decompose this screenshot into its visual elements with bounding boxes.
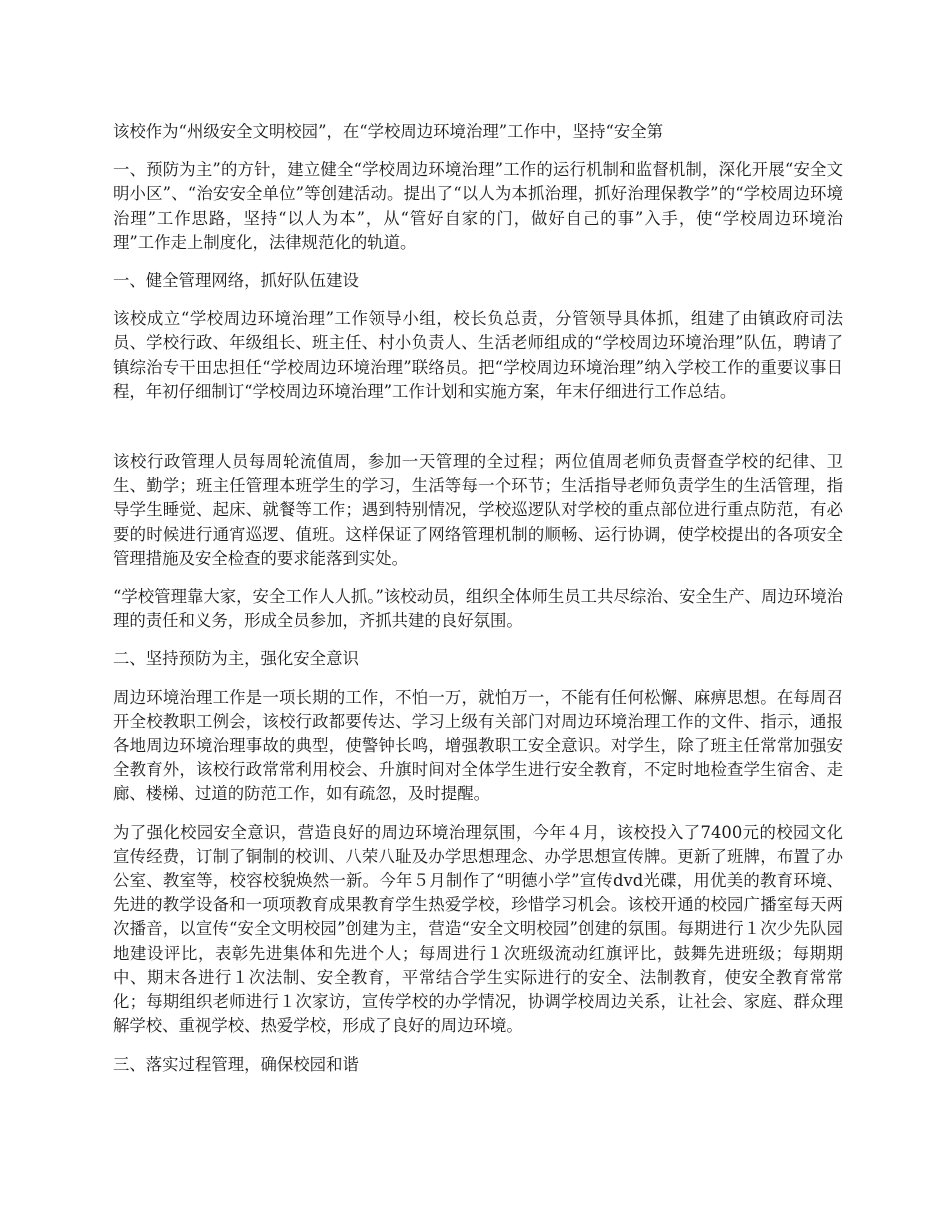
paragraph-prevention: 周边环境治理工作是一项长期的工作，不怕一万，就怕万一，不能有任何松懈、麻痹思想。在每周召开全校教职工例会，该校行政都要传达、学习上级有关部门对周边环境治理工作的文件、指示，通报各地周边环境治理事故的典型，使警钟长鸣，增强教职工安全意识。对学生，除了班主任常常加强安全教育外，该校行政常常利用校会、升旗时间对全体学生进行安全教育，不定时地检查学生宿舍、走廊、楼梯、过道的防范工作，如有疏忽，及时提醒。	[113, 687, 843, 804]
spacer	[113, 418, 843, 450]
section-heading-3: 三、落实过程管理，确保校园和谐	[113, 1054, 359, 1074]
paragraph-duty-rotation: 该校行政管理人员每周轮流值周，参加一天管理的全过程；两位值周老师负责督查学校的纪律、卫生、勤学；班主任管理本班学生的学习，生活等每一个环节；生活指导老师负责学生的生活管理，指导学生睡觉、起床、就餐等工作；遇到特别情况，学校巡逻队对学校的重点部位进行重点防范，有必要的时候进行通宵巡逻、值班。这样保证了网络管理机制的顺畅、运行协调，使学校提出的各项安全管理措施及安全检查的要求能落到实处。	[113, 452, 843, 568]
paragraph-intro: 该校作为“州级安全文明校园”，在“学校周边环境治理”工作中，坚持“安全第	[113, 122, 664, 141]
section-heading-1: 一、健全管理网络，抓好队伍建设	[113, 271, 359, 291]
document-body	[113, 120, 843, 1091]
section-heading-2: 二、坚持预防为主，强化安全意识	[113, 649, 359, 669]
paragraph-campus-culture: 为了强化校园安全意识，营造良好的周边环境治理氛围，今年４月，该校投入了7400元的校园文化宣传经费，订制了铜制的校训、八荣八耻及办学思想理念、办学思想宣传牌。更新了班牌，布置了办公室、教室等，校容校貌焕然一新。今年５月制作了“明德小学”宣传dvd光碟，用优美的教育环境、先进的教学设备和一项项教育成果教育学生热爱学校，珍惜学习机会。该校开通的校园广播室每天两次播音，以宣传“安全文明校园”创建为主，营造“安全文明校园”创建的氛围。每期进行１次少先队园地建设评比，表彰先进集体和先进个人；每周进行１次班级流动红旗评比，鼓舞先进班级；每期期中、期末各进行１次法制、安全教育，平常结合学生实际进行的安全、法制教育，使安全教育常常化；每期组织老师进行１次家访，宣传学校的办学情况，协调学校周边关系，让社会、家庭、群众理解学校、重视学校、热爱学校，形成了良好的周边环境。	[113, 822, 843, 1036]
paragraph-leadership-group: 该校成立“学校周边环境治理”工作领导小组，校长负总责，分管领导具体抓，组建了由镇政府司法员、学校行政、年级组长、班主任、村小负责人、生活老师组成的“学校周边环境治理”队伍，聘请了镇综治专干田忠担任“学校周边环境治理”联络员。把“学校周边环境治理”纳入学校工作的重要议事日程，年初仔细制订“学校周边环境治理”工作计划和实施方案，年末仔细进行工作总结。	[113, 309, 843, 401]
paragraph-mobilization: “学校管理靠大家，安全工作人人抓。”该校动员，组织全体师生员工共尽综治、安全生产、周边环境治理的责任和义务，形成全员参加，齐抓共建的良好氛围。	[113, 587, 843, 631]
paragraph-policy: 一、预防为主”的方针，建立健全“学校周边环境治理”工作的运行机制和监督机制，深化开展“安全文明小区”、“治安安全单位”等创建活动。提出了“以人为本抓治理，抓好治理保教学”的“学校周边环境治理”工作思路，坚持“以人为本”，从“管好自家的门，做好自己的事”入手，使“学校周边环境治理”工作走上制度化，法律规范化的轨道。	[113, 160, 843, 252]
